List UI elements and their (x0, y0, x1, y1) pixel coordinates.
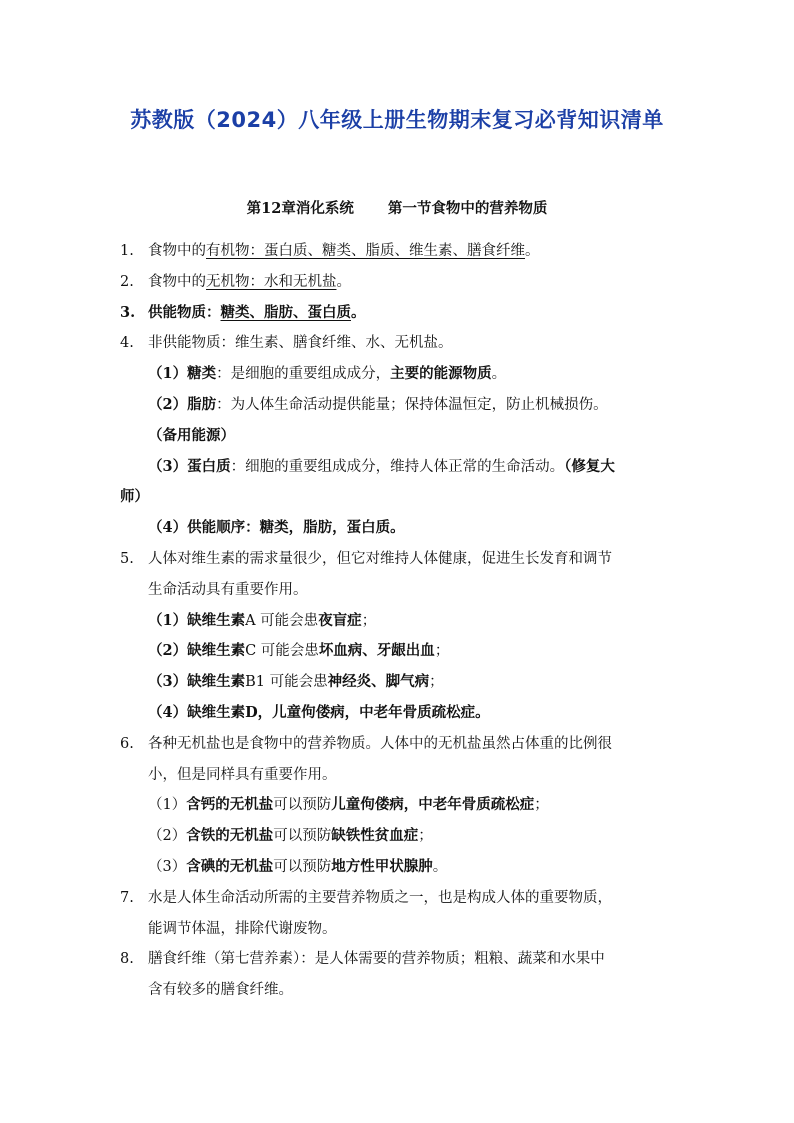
sub-item: （2）缺维生素C 可能会患坏血病、牙龈出血； (148, 642, 450, 660)
list-item: 8. 膳食纤维（第七营养素）：是人体需要的营养物质；粗粮、蔬菜和水果中 (120, 951, 605, 968)
sub-item: （1）缺维生素A 可能会患夜盲症； (148, 611, 377, 629)
list-item: 7. 水是人体生命活动所需的主要营养物质之一，也是构成人体的重要物质， (120, 889, 612, 906)
lesson-title: 第一节食物中的营养物质 (387, 200, 548, 217)
sub-item-continued: 师） (120, 488, 149, 506)
sub-item: （1）含钙的无机盐可以预防儿童佝偻病，中老年骨质疏松症； (148, 796, 549, 814)
list-item-continued: 能调节体温，排除代谢废物。 (148, 920, 337, 937)
section-heading (0, 197, 794, 218)
chapter-title: 第12章消化系统 (246, 200, 354, 217)
sub-item: （3）含碘的无机盐可以预防地方性甲状腺肿。 (148, 857, 448, 875)
sub-item: （2）脂肪：为人体生命活动提供能量；保持体温恒定，防止机械损伤。 (148, 395, 608, 413)
list-item: 5. 人体对维生素的需求量很少，但它对维持人体健康，促进生长发育和调节 (120, 550, 612, 567)
list-item: 1. 食物中的有机物：蛋白质、糖类、脂质、维生素、膳食纤维。 (120, 243, 540, 259)
list-item: 2. 食物中的无机物：水和无机盐。 (120, 273, 351, 290)
document-title: 苏教版（2024）八年级上册生物期末复习必背知识清单 (130, 108, 664, 132)
sub-item: （4）供能顺序：糖类，脂肪，蛋白质。 (148, 519, 405, 537)
list-item-continued: 含有较多的膳食纤维。 (148, 982, 293, 999)
list-item: 6. 各种无机盐也是食物中的营养物质。人体中的无机盐虽然占体重的比例很 (120, 735, 612, 752)
list-item-continued: 生命活动具有重要作用。 (148, 581, 308, 598)
sub-item: （2）含铁的无机盐可以预防缺铁性贫血症； (148, 827, 433, 845)
sub-item: （1）糖类：是细胞的重要组成成分，主要的能源物质。 (148, 365, 507, 383)
list-item: 4. 非供能物质：维生素、膳食纤维、水、无机盐。 (120, 335, 453, 352)
sub-item: （3）蛋白质：细胞的重要组成成分，维持人体正常的生命活动。（修复大 (148, 457, 615, 475)
list-item-continued: 小，但是同样具有重要作用。 (148, 766, 337, 783)
sub-item: （4）缺维生素D，儿童佝偻病，中老年骨质疏松症。 (148, 703, 490, 721)
content-body (120, 236, 680, 1006)
list-item: 3. 供能物质：糖类、脂肪、蛋白质。 (120, 303, 366, 321)
sub-item: （3）缺维生素B1 可能会患神经炎、脚气病； (148, 673, 444, 691)
sub-item-continued: （备用能源） (148, 426, 235, 444)
